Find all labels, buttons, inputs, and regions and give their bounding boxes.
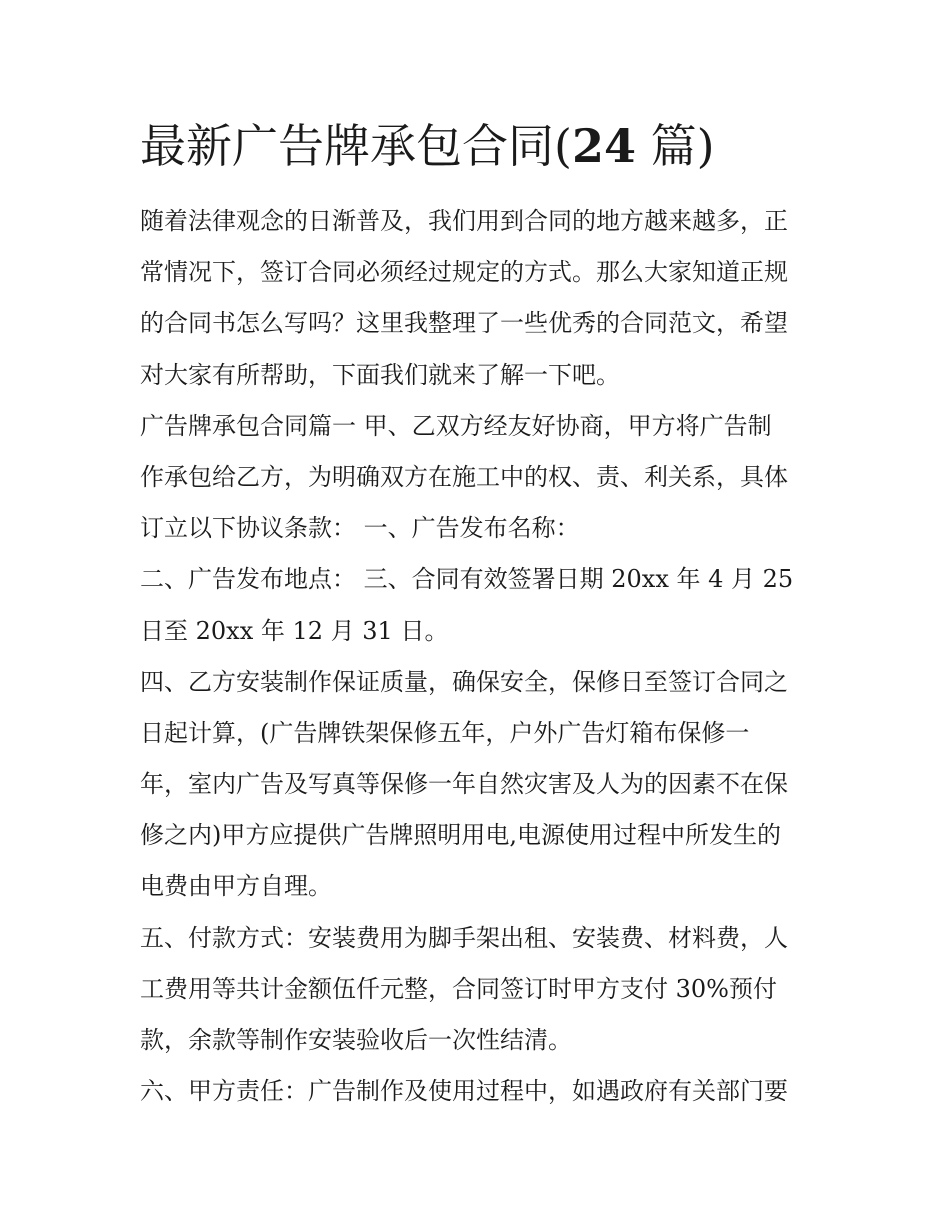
body-line: 随着法律观念的日渐普及，我们用到合同的地方越来越多，正 — [140, 207, 788, 235]
document-title — [140, 116, 820, 176]
body-line: 工费用等共计金额伍仟元整，合同签订时甲方支付 30%预付 — [140, 974, 777, 1003]
body-line: 六、甲方责任：广告制作及使用过程中，如遇政府有关部门要 — [140, 1077, 788, 1106]
body-line: 常情况下，签订合同必须经过规定的方式。那么大家知道正规 — [140, 258, 788, 287]
title-main-text: 最新广告牌承包合同( — [140, 119, 572, 173]
body-line: 广告牌承包合同篇一 甲、乙双方经友好协商，甲方将广告制 — [140, 411, 772, 440]
body-line: 四、乙方安装制作保证质量，确保安全，保修日至签订合同之 — [140, 667, 788, 696]
body-line: 的合同书怎么写吗？这里我整理了一些优秀的合同范文，希望 — [140, 309, 788, 338]
title-count: 24 — [571, 119, 636, 173]
document-body — [140, 196, 820, 1117]
body-line: 五、付款方式：安装费用为脚手架出租、安装费、材料费，人 — [140, 923, 788, 952]
title-tail-text: 篇) — [635, 119, 715, 173]
body-line: 日起计算，(广告牌铁架保修五年，户外广告灯箱布保修一 — [140, 718, 750, 747]
body-line: 电费由甲方自理。 — [140, 872, 332, 901]
body-line: 款，余款等制作安装验收后一次性结清。 — [140, 1026, 572, 1054]
body-line: 订立以下协议条款： 一、广告发布名称： — [140, 514, 580, 543]
body-line: 二、广告发布地点： 三、合同有效签署日期 20xx 年 4 月 25 — [140, 565, 794, 594]
body-line: 作承包给乙方，为明确双方在施工中的权、责、利关系，具体 — [140, 462, 788, 491]
body-line: 年，室内广告及写真等保修一年自然灾害及人为的因素不在保 — [140, 770, 788, 799]
body-line: 对大家有所帮助，下面我们就来了解一下吧。 — [140, 360, 620, 389]
body-line: 修之内)甲方应提供广告牌照明用电,电源使用过程中所发生的 — [140, 821, 781, 850]
body-line: 日至 20xx 年 12 月 31 日。 — [140, 616, 449, 645]
